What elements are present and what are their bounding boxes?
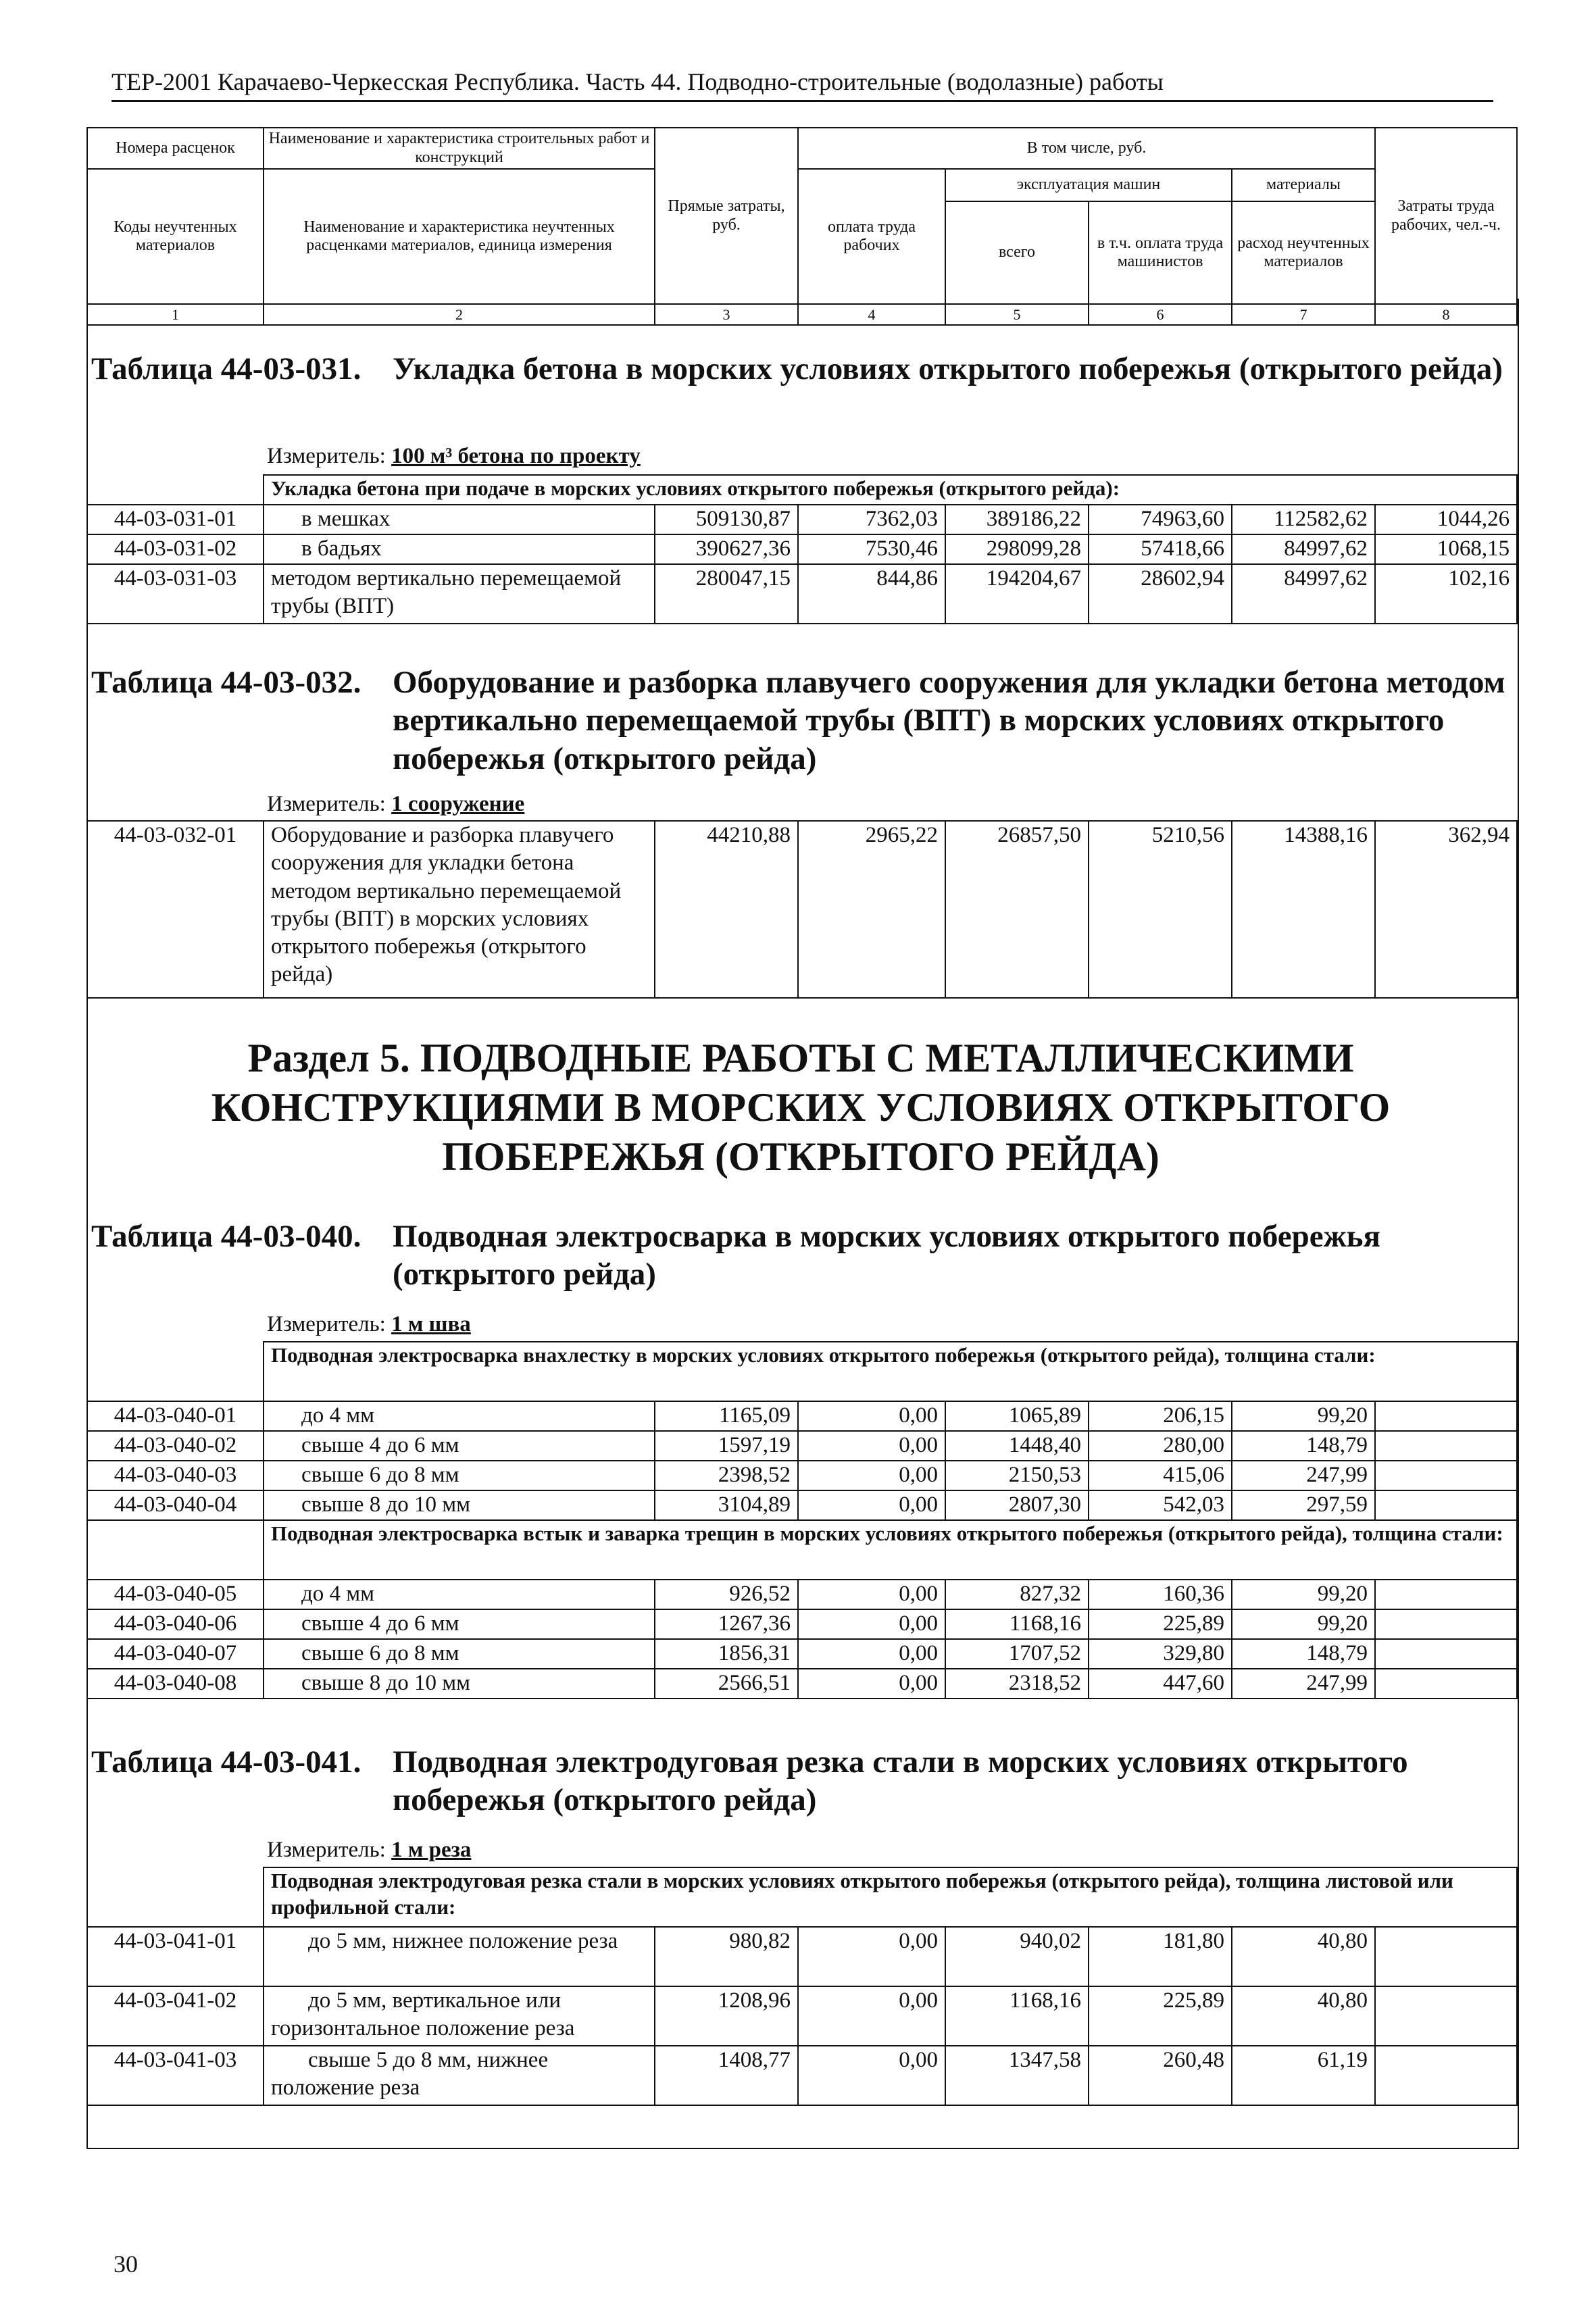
measure-value: 1 м реза: [391, 1838, 472, 1862]
table-032-measure: Измеритель: 1 сооружение: [267, 792, 525, 816]
table-032-rows: [86, 820, 1518, 999]
table-row: 44-03-040-05 до 4 мм 926,52 0,00 827,32 160,36 99,20: [87, 1580, 1517, 1609]
table-number: Таблица 44-03-032.: [91, 665, 361, 700]
measure-value: 1 м шва: [391, 1312, 471, 1336]
table-row: 44-03-032-01 Оборудование и разборка плавучего сооружения для укладки бетона методом вертикально перемещаемой трубы (ВПТ) в морских условиях открытого побережья (открытого рейда) 44210,88 2965,22 26857,50 5210,56 14388,16 362,94: [87, 821, 1517, 998]
table-row: 44-03-041-02 до 5 мм, вертикальное или горизонтальное положение реза 1208,96 0,00 1168,16 225,89 40,80: [87, 1986, 1517, 2046]
table-row: 44-03-041-03 свыше 5 до 8 мм, нижнее положение реза 1408,77 0,00 1347,58 260,48 61,19: [87, 2046, 1517, 2105]
running-header: ТЕР-2001 Карачаево-Черкесская Республика. Часть 44. Подводно-строительные (водолазные) работы: [111, 68, 1493, 102]
table-040-rows: [86, 1341, 1518, 1699]
header-material-codes: Коды неучтенных материалов: [87, 169, 264, 304]
column-number: 7: [1232, 304, 1375, 325]
header-total: всего: [945, 201, 1089, 304]
column-number: 2: [264, 304, 655, 325]
section-title: Раздел 5. ПОДВОДНЫЕ РАБОТЫ С МЕТАЛЛИЧЕСКИМИ КОНСТРУКЦИЯМИ В МОРСКИХ УСЛОВИЯХ ОТКРЫТОГО ПОБЕРЕЖЬЯ (ОТКРЫТОГО РЕЙДА): [211, 1036, 1391, 1180]
column-number: 6: [1089, 304, 1232, 325]
table-row: 44-03-040-01 до 4 мм 1165,09 0,00 1065,89 206,15 99,20: [87, 1401, 1517, 1431]
table-row: 44-03-031-02 в бадьях 390627,36 7530,46 298099,28 57418,66 84997,62 1068,15: [87, 534, 1517, 564]
column-number: 8: [1375, 304, 1517, 325]
table-title-text: Подводная электродуговая резка стали в морских условиях открытого побережья (открытого рейда): [393, 1744, 1408, 1818]
table-row: 44-03-041-01 до 5 мм, нижнее положение реза 980,82 0,00 940,02 181,80 40,80: [87, 1927, 1517, 1986]
header-operators-pay: в т.ч. оплата труда машинистов: [1089, 201, 1232, 304]
header-work-name: Наименование и характеристика строительных работ и конструкций: [264, 128, 655, 169]
header-unaccounted-materials: расход неучтенных материалов: [1232, 201, 1375, 304]
column-number: 4: [798, 304, 945, 325]
group-heading: Подводная электродуговая резка стали в морских условиях открытого побережья (открытого рейда), толщина листовой или профильной стали:: [264, 1867, 1517, 1927]
header-material-name: Наименование и характеристика неучтенных расценками материалов, единица измерения: [264, 169, 655, 304]
table-031-title: [91, 350, 1510, 388]
table-row: 44-03-040-02 свыше 4 до 6 мм 1597,19 0,00 1448,40 280,00 148,79: [87, 1431, 1517, 1461]
table-row: 44-03-040-08 свыше 8 до 10 мм 2566,51 0,00 2318,52 447,60 247,99: [87, 1669, 1517, 1699]
table-041-title: [91, 1743, 1510, 1819]
table-row: 44-03-040-07 свыше 6 до 8 мм 1856,31 0,00 1707,52 329,80 148,79: [87, 1639, 1517, 1669]
table-040-title: [91, 1217, 1510, 1294]
column-number: 5: [945, 304, 1089, 325]
table-title-text: Подводная электросварка в морских условиях открытого побережья (открытого рейда): [393, 1219, 1380, 1292]
table-031-measure: Измеритель: 100 м³ бетона по проекту: [267, 444, 641, 468]
measure-value: 1 сооружение: [391, 792, 525, 816]
header-labor-costs: Затраты труда рабочих, чел.-ч.: [1375, 128, 1517, 304]
header-direct-costs: Прямые затраты, руб.: [655, 128, 798, 304]
group-heading: Подводная электросварка внахлестку в морских условиях открытого побережья (открытого рейда), толщина стали:: [264, 1342, 1517, 1401]
table-row: 44-03-031-01 в мешках 509130,87 7362,03 389186,22 74963,60 112582,62 1044,26: [87, 505, 1517, 534]
table-041-measure: Измеритель: 1 м реза: [267, 1838, 472, 1862]
header-machine-operation: эксплуатация машин: [945, 169, 1232, 201]
table-row: 44-03-040-04 свыше 8 до 10 мм 3104,89 0,00 2807,30 542,03 297,59: [87, 1490, 1517, 1520]
table-032-title: [91, 663, 1510, 778]
header-rate-numbers: Номера расценок: [87, 128, 264, 169]
table-row: 44-03-031-03 методом вертикально перемещаемой трубы (ВПТ) 280047,15 844,86 194204,67 28602,94 84997,62 102,16: [87, 564, 1517, 624]
table-041-rows: [86, 1867, 1518, 2106]
table-row: 44-03-040-06 свыше 4 до 6 мм 1267,36 0,00 1168,16 225,89 99,20: [87, 1609, 1517, 1639]
group-heading: Укладка бетона при подаче в морских условиях открытого побережья (открытого рейда):: [264, 475, 1517, 505]
measure-value: 100 м³ бетона по проекту: [391, 444, 641, 468]
table-number: Таблица 44-03-041.: [91, 1744, 361, 1780]
header-including: В том числе, руб.: [798, 128, 1375, 169]
table-number: Таблица 44-03-040.: [91, 1219, 361, 1254]
column-header-table: [86, 127, 1518, 326]
table-040-measure: Измеритель: 1 м шва: [267, 1312, 471, 1336]
table-title-text: Укладка бетона в морских условиях открытого побережья (открытого рейда): [393, 351, 1503, 386]
table-number: Таблица 44-03-031.: [91, 351, 361, 386]
column-number: 3: [655, 304, 798, 325]
table-031-rows: [86, 474, 1518, 624]
column-number: 1: [87, 304, 264, 325]
header-materials: материалы: [1232, 169, 1375, 201]
table-title-text: Оборудование и разборка плавучего сооружения для укладки бетона методом вертикально перемещаемой трубы (ВПТ) в морских условиях открытого побережья (открытого рейда): [393, 665, 1505, 776]
header-labor-pay: оплата труда рабочих: [798, 169, 945, 304]
table-row: 44-03-040-03 свыше 6 до 8 мм 2398,52 0,00 2150,53 415,06 247,99: [87, 1461, 1517, 1490]
group-heading: Подводная электросварка встык и заварка трещин в морских условиях открытого побережья (открытого рейда), толщина стали:: [264, 1520, 1517, 1580]
page-number: 30: [114, 2250, 138, 2278]
